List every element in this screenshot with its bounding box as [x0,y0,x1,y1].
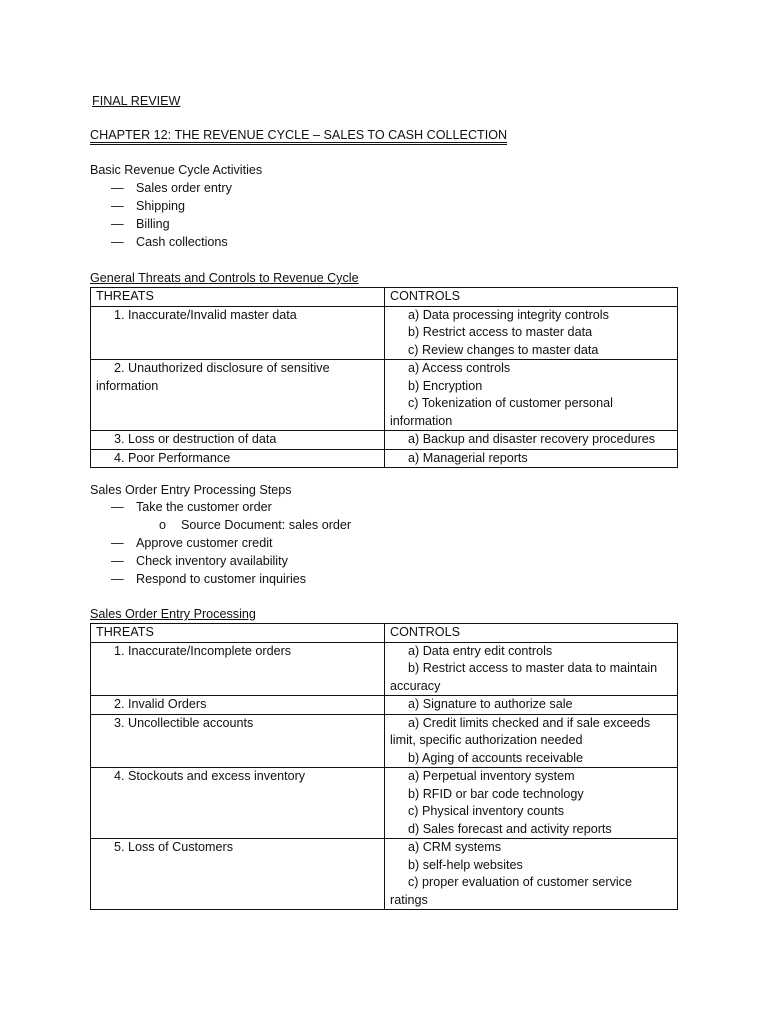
table-row: 3. Loss or destruction of data a) Backup and disaster recovery procedures [91,431,678,450]
table-row: 1. Inaccurate/Invalid master data a) Data processing integrity controls b) Restrict access to master data c) Review changes to master data [91,306,678,360]
processing-table [90,623,678,910]
processing-steps-heading: Sales Order Entry Processing Steps [90,483,292,497]
document-title: FINAL REVIEW [92,94,181,108]
threats-header: THREATS [91,624,385,643]
table-row: 2. Invalid Orders a) Signature to authorize sale [91,696,678,715]
processing-heading: Sales Order Entry Processing [90,607,256,621]
basic-activities-heading: Basic Revenue Cycle Activities [90,163,263,177]
threats-header: THREATS [91,288,385,307]
table-row: 5. Loss of Customers a) CRM systems b) self-help websites c) proper evaluation of customer service ratings [91,839,678,910]
list-item: — Respond to customer inquiries [111,572,307,586]
table-row: 2. Unauthorized disclosure of sensitive information a) Access controls b) Encryption c) Tokenization of customer personal information [91,360,678,431]
chapter-title [90,127,507,145]
list-item: — Cash collections [111,235,228,249]
sub-list-item: o Source Document: sales order [159,518,352,532]
basic-activities-list [111,180,232,252]
list-item: — Check inventory availability [111,554,288,568]
table-row: 1. Inaccurate/Incomplete orders a) Data entry edit controls b) Restrict access to master data to maintain accuracy [91,642,678,696]
list-item: — Approve customer credit [111,536,273,550]
list-item: — Billing [111,217,170,231]
list-item: — Take the customer order [111,500,272,514]
general-threats-table [90,287,678,468]
general-threats-heading: General Threats and Controls to Revenue Cycle [90,271,359,285]
table-header-row [91,624,678,643]
list-item: — Sales order entry [111,181,232,195]
chapter-title-text: CHAPTER 12: THE REVENUE CYCLE – SALES TO CASH COLLECTION [90,128,507,145]
processing-steps-list [111,499,351,589]
controls-header: CONTROLS [385,624,678,643]
table-row: 3. Uncollectible accounts a) Credit limits checked and if sale exceeds limit, specific authorization needed b) Aging of accounts receivable [91,714,678,768]
table-row: 4. Stockouts and excess inventory a) Perpetual inventory system b) RFID or bar code technology c) Physical inventory counts d) Sales forecast and activity reports [91,768,678,839]
table-row: 4. Poor Performance a) Managerial reports [91,449,678,468]
table-header-row [91,288,678,307]
controls-header: CONTROLS [385,288,678,307]
list-item: — Shipping [111,199,186,213]
